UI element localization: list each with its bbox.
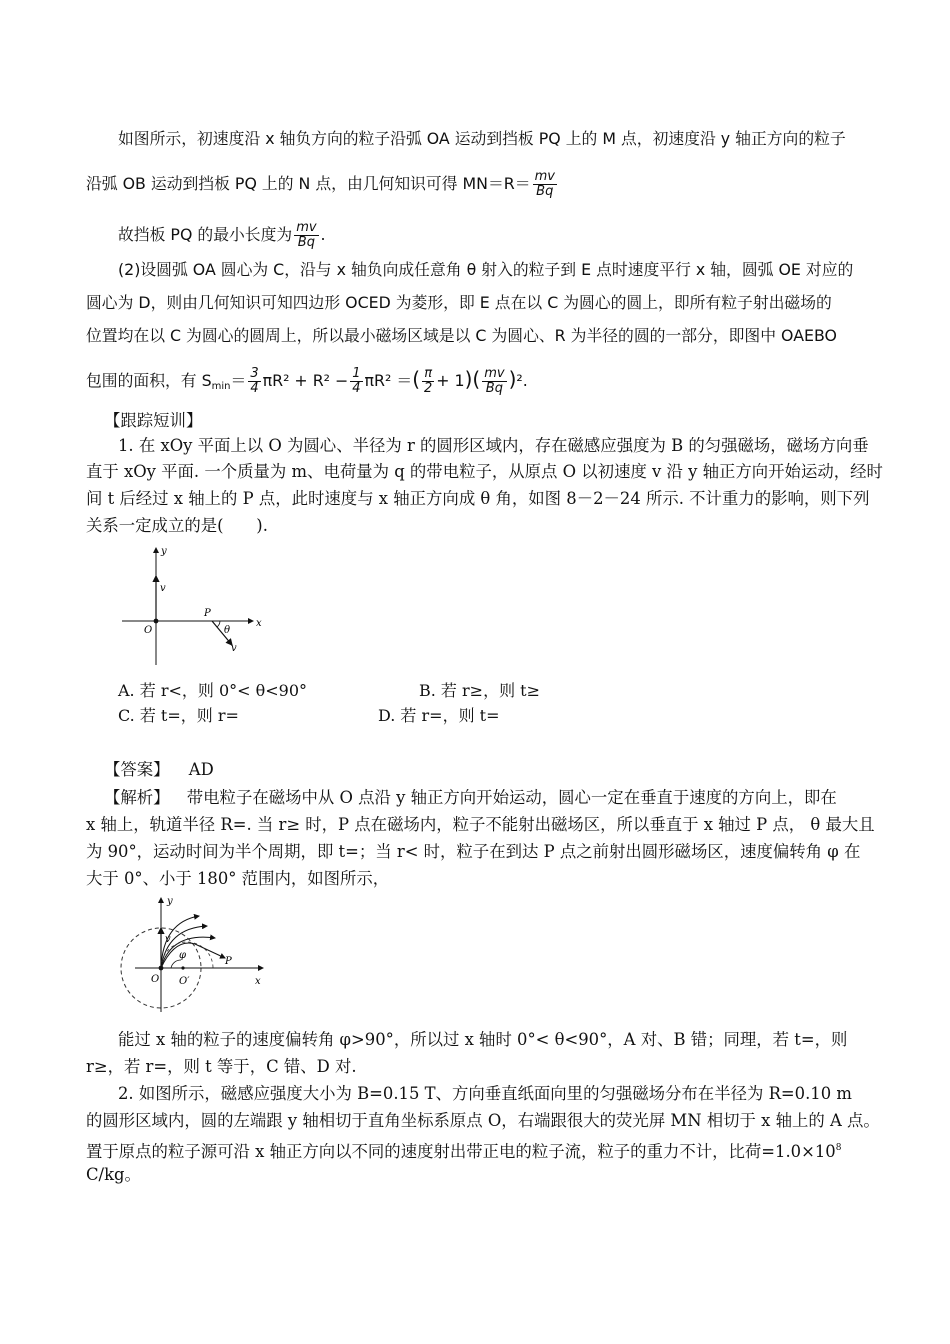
phi-label: φ xyxy=(179,950,187,961)
center-point xyxy=(181,966,184,969)
solution-line-6: 位置均在以 C 为圆心的圆周上，所以最小磁场区域是以 C 为圆心、R 为半径的圆的一部分，即图中 OAEBO xyxy=(86,326,837,345)
q1-line-3: 间 t 后经过 x 轴上的 P 点，此时速度与 x 轴正方向成 θ 角，如图 8－2－24 所示. 不计重力的影响，则下列 xyxy=(86,489,870,508)
p-label: P xyxy=(204,608,211,619)
solution-line-3-text: 故挡板 PQ 的最小长度为 xyxy=(118,225,293,244)
origin-point xyxy=(154,619,159,624)
trajectory-2 xyxy=(161,926,207,968)
solution-line-7: 包围的面积，有 $S_{min}=$ $\frac{3}{4}$ πR² + R² − $\frac{1}{4}$ πR² ＝( $\frac{\pi}{2}$ + 1)( $\frac{mv}{Bq}$ )². xyxy=(86,366,528,396)
v-label-2: v xyxy=(165,934,171,945)
v-label-top: v xyxy=(160,583,166,594)
q2-line-2: 的圆形区域内，圆的左端跟 y 轴相切于直角坐标系原点 O，右端跟很大的荧光屏 MN 相切于 x 轴上的 A 点。 xyxy=(86,1111,880,1130)
y-label: y xyxy=(161,546,167,557)
solution-line-4: (2)设圆弧 OA 圆心为 C，沿与 x 轴负向成任意角 θ 射入的粒子到 E 点时速度平行 x 轴，圆弧 OE 对应的 xyxy=(118,260,854,279)
option-a: A. 若 r<，则 0°< θ<90° xyxy=(118,681,308,700)
q1-line-1: 1. 在 xOy 平面上以 O 为圆心、半径为 r 的圆形区域内，存在磁感应强度为 B 的匀强磁场，磁场方向垂 xyxy=(118,436,869,455)
origin-label-2: O xyxy=(151,974,160,985)
q1-line-2: 直于 xOy 平面. 一个质量为 m、电荷量为 q 的带电粒子，从原点 O 以初速度 v 沿 y 轴正方向开始运动，经时 xyxy=(86,462,883,481)
phi-arc xyxy=(171,960,181,968)
option-d: D. 若 r=，则 t= xyxy=(378,706,500,725)
origin-label: O xyxy=(144,625,153,636)
v-label-bottom: v xyxy=(231,643,237,654)
center-label: O′ xyxy=(179,976,190,987)
fraction-mv-bq: $\frac{mv}{Bq}$ xyxy=(534,169,555,199)
explanation-line-6: r≥，若 r=，则 t 等于，C 错、D 对. xyxy=(86,1057,357,1076)
solution-line-3: 故挡板 PQ 的最小长度为 $\frac{mv}{Bq}$ . xyxy=(118,220,326,250)
y-label-2: y xyxy=(167,896,173,907)
explanation-line-2: x 轴上，轨道半径 R=. 当 r≥ 时，P 点在磁场内，粒子不能射出磁场区，所以垂直于 x 轴过 P 点， θ 最大且 xyxy=(86,815,875,834)
section-heading: 【跟踪短训】 xyxy=(104,411,203,430)
x-label-2: x xyxy=(255,976,261,987)
q1-line-4: 关系一定成立的是( ). xyxy=(86,516,268,535)
explanation-line-5: 能过 x 轴的粒子的速度偏转角 φ>90°，所以过 x 轴时 0°< θ<90°，A 对、B 错；同理，若 t=，则 xyxy=(118,1030,848,1049)
option-c: C. 若 t=，则 r= xyxy=(118,706,239,725)
x-label: x xyxy=(256,618,262,629)
q2-line-1: 2. 如图所示，磁感应强度大小为 B=0.15 T、方向垂直纸面向里的匀强磁场分布在半径为 R=0.10 m xyxy=(118,1084,852,1103)
solution-line-2 xyxy=(86,170,559,199)
explanation-line-3: 为 90°，运动时间为半个周期，即 t=；当 r< 时，粒子在到达 P 点之前射出圆形磁场区，速度偏转角 φ 在 xyxy=(86,842,861,861)
explanation-label: 【解析】 xyxy=(104,788,170,807)
theta-label: θ xyxy=(224,625,231,636)
answer-value: AD xyxy=(188,760,214,779)
figure-8-2-24 xyxy=(118,540,268,670)
option-b: B. 若 r≥，则 t≥ xyxy=(419,681,540,700)
answer-line xyxy=(104,760,214,780)
solution-line-1: 如图所示，初速度沿 x 轴负方向的粒子沿弧 OA 运动到挡板 PQ 上的 M 点，初速度沿 y 轴正方向的粒子 xyxy=(118,129,846,148)
solution-line-2-text: 沿弧 OB 运动到挡板 PQ 上的 N 点，由几何知识可得 MN＝R＝ xyxy=(86,174,531,193)
answer-label: 【答案】 xyxy=(104,760,170,779)
q2-line-4: C/kg。 xyxy=(86,1165,141,1184)
p-label-2: P xyxy=(225,956,232,967)
q2-line-3: 置于原点的粒子源可沿 x 轴正方向以不同的速度射出带正电的粒子流，粒子的重力不计，比荷$=1.0\times 10^8$ xyxy=(86,1142,842,1161)
theta-arc xyxy=(217,621,220,627)
origin-point-2 xyxy=(159,966,164,971)
solution-line-5: 圆心为 D，则由几何知识可知四边形 OCED 为菱形，即 E 点在以 C 为圆心的圆上，即所有粒子射出磁场的 xyxy=(86,293,832,312)
fraction-min-length: $\frac{mv}{Bq}$ xyxy=(296,220,317,250)
trajectory-figure xyxy=(115,892,270,1017)
explanation-line-4: 大于 0°、小于 180° 范围内，如图所示， xyxy=(86,869,390,888)
trajectory-4 xyxy=(161,943,225,968)
explanation-line-1: 【解析】 带电粒子在磁场中从 O 点沿 y 轴正方向开始运动，圆心一定在垂直于速度的方向上，即在 xyxy=(104,788,837,807)
